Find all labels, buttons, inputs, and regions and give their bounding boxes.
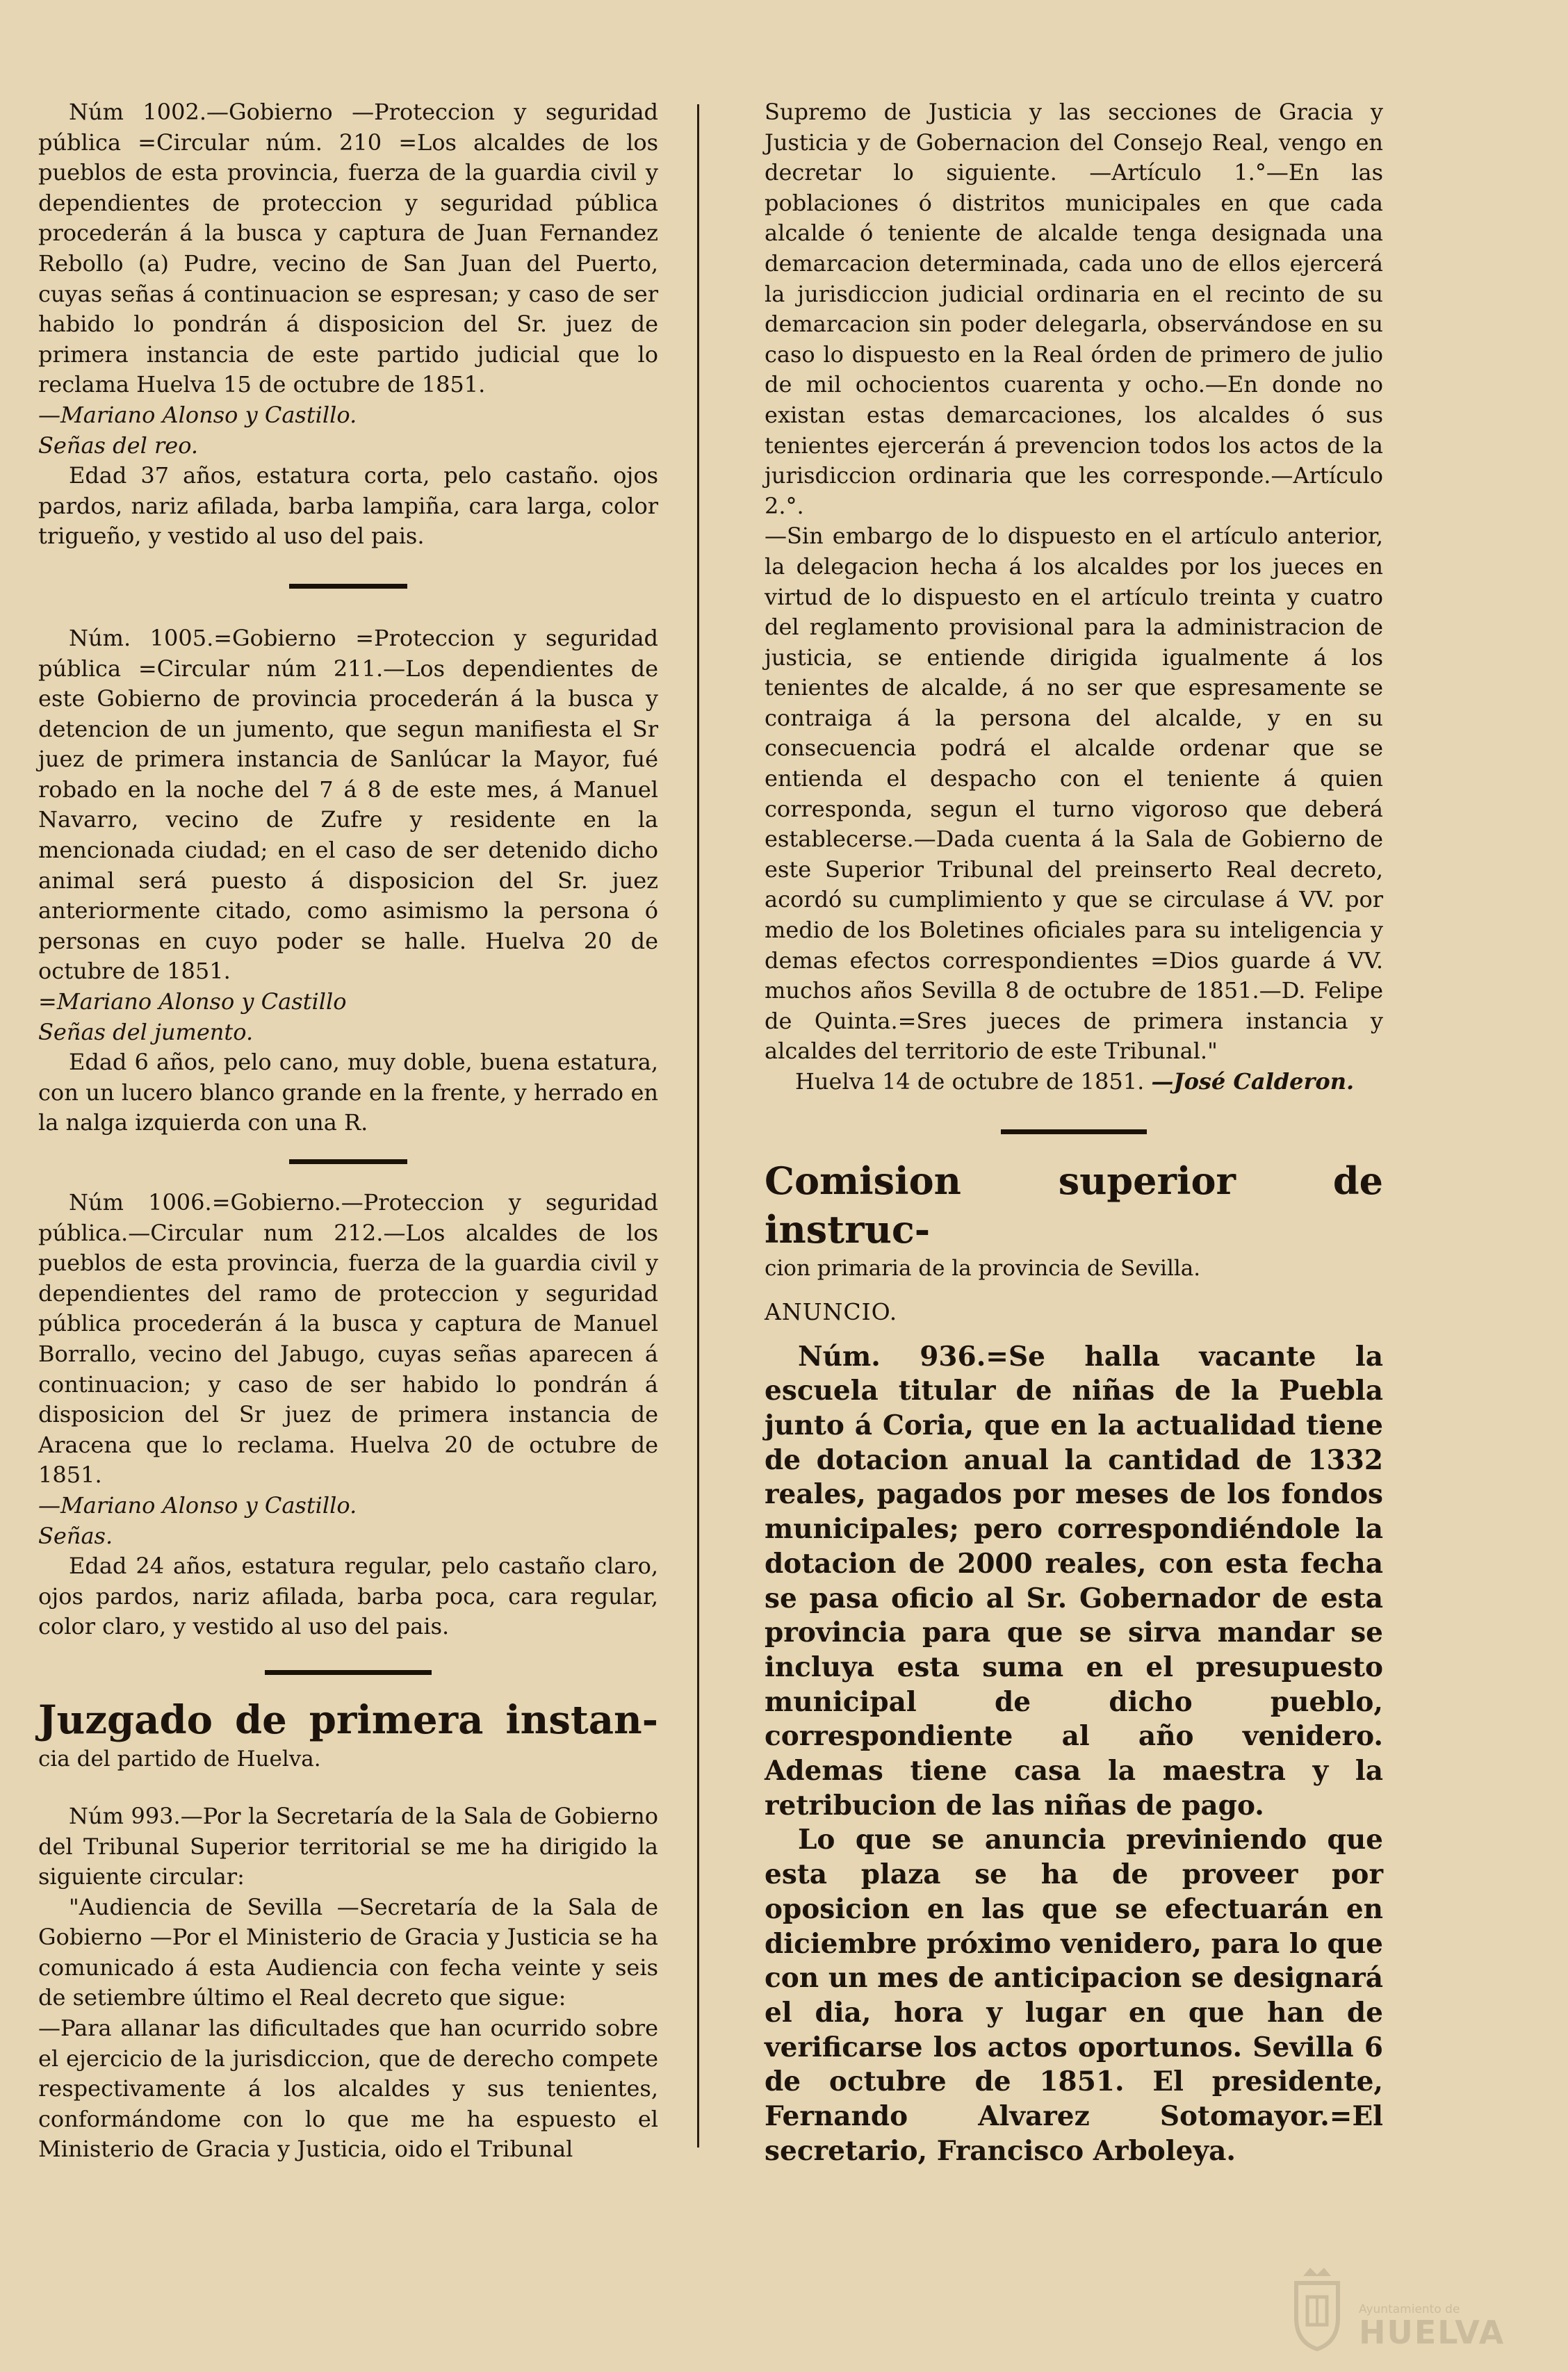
separator-rule [289, 1159, 407, 1164]
juzgado-paragraph-2: "Audiencia de Sevilla —Secretaría de la Sala de Gobierno —Por el Ministerio de Gracia y Justicia se ha comunicado á esta Audiencia con fecha veinte y seis de setiembre último el Real decreto que sigue: [38, 1893, 658, 2011]
separator-rule [265, 1670, 432, 1675]
watermark-line-1: Ayuntamiento de [1359, 2303, 1460, 2316]
comision-subheading: cion primaria de la provincia de Sevilla. [765, 1255, 1201, 1281]
left-column [38, 97, 658, 2165]
closing-signature: —José Calderon. [1151, 1068, 1355, 1095]
comision-heading: Comision superior de instruc- [765, 1158, 1383, 1252]
notice-1006-signature: —Mariano Alonso y Castillo. [38, 1491, 357, 1519]
notice-1002-signature: —Mariano Alonso y Castillo. [38, 401, 357, 428]
closing-line-wrap [765, 1067, 1383, 1097]
juzgado-paragraph-3: —Para allanar las dificultades que han ocurrido sobre el ejercicio de la jurisdiccion, que de derecho compete respectivamente á los alcaldes y sus tenientes, conformándome con lo que me ha espuesto el Ministerio de Gracia y Justicia, oido el Tribunal [38, 2015, 658, 2163]
juzgado-heading: Juzgado de primera instan- [38, 1696, 658, 1743]
separator-rule [1001, 1129, 1147, 1134]
closing-line: Huelva 14 de octubre de 1851. [795, 1068, 1145, 1095]
notice-1006-senas-text: Edad 24 años, estatura regular, pelo castaño claro, ojos pardos, nariz afilada, barba poca, cara regular, color claro, y vestido al uso del pais. [38, 1553, 658, 1640]
watermark-line-2: HUELVA [1359, 2314, 1505, 2351]
decree-continuation-2: —Sin embargo de lo dispuesto en el artículo anterior, la delegacion hecha á los alcaldes por los jueces en virtud de lo dispuesto en el artículo treinta y cuatro del reglamento provisional para la administracion de justicia, se entiende dirigida igualmente á los tenientes de alcalde, á no ser que espresamente se contraiga á la persona del alcalde, y en su consecuencia podrá el alcalde ordenar que se entienda el despacho con el teniente á quien corresponda, segun el turno vigoroso que deberá establecerse.—Dada cuenta á la Sala de Gobierno de este Superior Tribunal del preinserto Real decreto, acordó su cumplimiento y que se circulase á VV. por medio de los Boletines oficiales para su inteligencia y demas efectos correspondientes =Dios guarde á VV. muchos años Sevilla 8 de octubre de 1851.—D. Felipe de Quinta.=Sres jueces de primera instancia y alcaldes del territorio de este Tribunal." [765, 523, 1383, 1065]
comision-paragraph-1: Núm. 936.=Se halla vacante la escuela titular de niñas de la Puebla junto á Coria, que en la actualidad tiene de dotacion anual la cantidad de 1332 reales, pagados por meses de los fondos municipales; pero correspondiéndole la dotacion de 2000 reales, con esta fecha se pasa oficio al Sr. Gobernador de esta provincia para que se sirva mandar se incluya esta suma en el presupuesto municipal de dicho pueblo, correspondiente al año venidero. Ademas tiene casa la maestra y la retribucion de las niñas de pago. [765, 1340, 1383, 1822]
notice-1002-senas-label: Señas del reo. [38, 432, 199, 459]
right-column [765, 97, 1383, 2168]
notice-1006-body: Núm 1006.=Gobierno.—Proteccion y seguridad pública.—Circular num 212.—Los alcaldes de los pueblos de esta provincia, fuerza de la guardia civil y dependientes del ramo de proteccion y seguridad pública procederán á la busca y captura de Manuel Borrallo, vecino del Jabugo, cuyas señas aparecen á continuacion; y caso de ser habido lo pondrán á disposicion del Sr juez de primera instancia de Aracena que lo reclama. Huelva 20 de octubre de 1851. [38, 1189, 658, 1489]
comision-paragraph-2: Lo que se anuncia previniendo que esta plaza se ha de proveer por oposicion en las que se efectuarán en diciembre próximo venidero, para lo que con un mes de anticipacion se designará el dia, hora y lugar en que han de verificarse los actos oportunos. Sevilla 6 de octubre de 1851. El presidente, Fernando Alvarez Sotomayor.=El secretario, Francisco Arboleya. [765, 1824, 1383, 2167]
ayuntamiento-watermark [1282, 2262, 1512, 2353]
notice-1002-body: Núm 1002.—Gobierno —Proteccion y seguridad pública =Circular núm. 210 =Los alcaldes de los pueblos de esta provincia, fuerza de la guardia civil y dependientes de proteccion y seguridad pública procederán á la busca y captura de Juan Fernandez Rebollo (a) Pudre, vecino de San Juan del Puerto, cuyas señas á continuacion se espresan; y caso de ser habido lo pondrán á disposicion del Sr. juez de primera instancia de este partido judicial que lo reclama Huelva 15 de octubre de 1851. [38, 99, 658, 398]
notice-1005-senas-text: Edad 6 años, pelo cano, muy doble, buena estatura, con un lucero blanco grande en la frente, y herrado en la nalga izquierda con una R. [38, 1049, 658, 1136]
separator-rule [289, 584, 407, 589]
notice-1005-senas-label: Señas del jumento. [38, 1018, 254, 1045]
juzgado-paragraph-1: Núm 993.—Por la Secretaría de la Sala de Gobierno del Tribunal Superior territorial se me ha dirigido la siguiente circular: [38, 1802, 658, 1890]
decree-continuation: Supremo de Justicia y las secciones de Gracia y Justicia y de Gobernacion del Consejo Real, vengo en decretar lo siguiente. —Artículo 1.°—En las poblaciones ó distritos municipales en que cada alcalde ó teniente de alcalde tenga designada una demarcacion determinada, cada uno de ellos ejercerá la jurisdiccion judicial ordinaria en el recinto de su demarcacion sin poder delegarla, observándose en su caso lo dispuesto en la Real órden de primero de julio de mil ochocientos cuarenta y ocho.—En donde no existan estas demarcaciones, los alcaldes ó sus tenientes ejercerán á prevencion todos los actos de la jurisdiccion ordinaria que les corresponde.—Artículo 2.°. [765, 99, 1383, 519]
notice-1005-signature: =Mariano Alonso y Castillo [38, 988, 347, 1015]
juzgado-subheading: cia del partido de Huelva. [38, 1746, 321, 1772]
column-divider [697, 104, 699, 2148]
notice-1006-senas-label: Señas. [38, 1522, 113, 1549]
notice-1002-senas-text: Edad 37 años, estatura corta, pelo castaño. ojos pardos, nariz afilada, barba lampiña, cara larga, color trigueño, y vestido al uso del pais. [38, 462, 658, 550]
notice-1005-body: Núm. 1005.=Gobierno =Proteccion y seguridad pública =Circular núm 211.—Los dependientes de este Gobierno de provincia procederán á la busca y detencion de un jumento, que segun manifiesta el Sr juez de primera instancia de Sanlúcar la Mayor, fué robado en la noche del 7 á 8 de este mes, á Manuel Navarro, vecino de Zufre y residente en la mencionada ciudad; en el caso de ser detenido dicho animal será puesto á disposicion del Sr. juez anteriormente citado, como asimismo la persona ó personas en cuyo poder se halle. Huelva 20 de octubre de 1851. [38, 624, 658, 985]
anuncio-heading: ANUNCIO. [765, 1298, 898, 1325]
coat-of-arms-icon [1282, 2262, 1352, 2353]
